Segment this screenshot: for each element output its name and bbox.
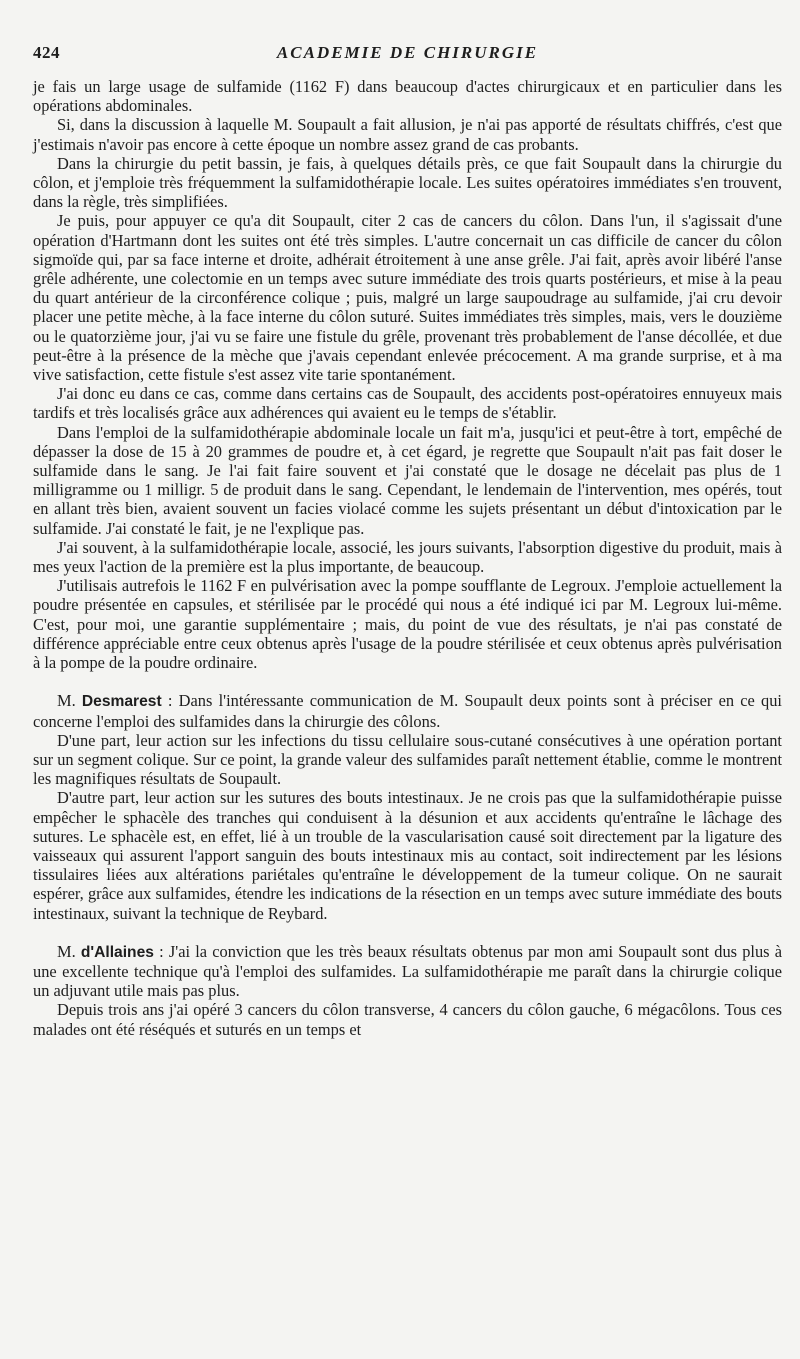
- article-body: [33, 77, 782, 1039]
- page-number: 424: [33, 43, 60, 62]
- speaker-intro: : Dans l'intéressante communication de M. Soupault deux points sont à préciser en ce qui concerne l'emploi des sulfamides dans la chirurgie des côlons.: [33, 691, 782, 731]
- paragraph: D'autre part, leur action sur les sutures des bouts intestinaux. Je ne crois pas que la sulfamidothérapie puisse empêcher le sphacèle des tranches qui conduisent à la désunion et aux accidents qu'entraîne le lâchage des sutures. Le sphacèle est, en effet, lié à un trouble de la vascularisation causé soit directement par la ligature des vaisseaux qui assurent l'apport sanguin des bouts intestinaux mis au contact, soit indirectement par les lésions tissulaires liées aux altérations pariétales qu'entraîne le développement de la tumeur colique. On ne saurait espérer, grâce aux sulfamides, étendre les indications de la résection en un temps avec suture immédiate des bouts intestinaux, suivant la technique de Reybard.: [33, 788, 782, 923]
- speaker-intro: : J'ai la conviction que les très beaux résultats obtenus par mon ami Soupault sont dus plus à une excellente technique qu'à l'emploi des sulfamides. La sulfamidothérapie me paraît dans la chirurgie colique un adjuvant utile mais pas plus.: [33, 941, 782, 1001]
- paragraph: Depuis trois ans j'ai opéré 3 cancers du côlon transverse, 4 cancers du côlon gauche, 6 mégacôlons. Tous ces malades ont été réséqués et suturés en un temps et: [33, 1000, 782, 1039]
- paragraph: Dans l'emploi de la sulfamidothérapie abdominale locale un fait m'a, jusqu'ici et peut-être à tort, empêché de dépasser la dose de 15 à 20 grammes de poudre et, à cet égard, je regrette que Soupault n'ait pas fait doser le sulfamide dans le sang. Je l'ai fait faire souvent et j'ai constaté que le dosage ne décelait pas plus de 1 milligramme ou 1 milligr. 5 de produit dans le sang. Cependant, le lendemain de l'intervention, mes opérés, tout en allant très bien, avaient souvent un facies violacé comme les sujets présentant un début d'intoxication par le sulfamide. J'ai constaté le fait, je ne l'explique pas.: [33, 422, 782, 538]
- running-title: ACADEMIE DE CHIRURGIE: [276, 43, 539, 62]
- page-header: [33, 43, 782, 67]
- paragraph: je fais un large usage de sulfamide (1162 F) dans beaucoup d'actes chirurgicaux et en particulier dans les opérations abdominales.: [33, 77, 782, 116]
- speaker-name: d'Allaines: [80, 943, 154, 961]
- paragraph: Dans la chirurgie du petit bassin, je fais, à quelques détails près, ce que fait Soupault dans la chirurgie du côlon, et j'emploie très fréquemment la sulfamidothérapie locale. Les suites opératoires immédiates s'en trouvent, dans la règle, très simplifiées.: [33, 153, 782, 212]
- desmarest-intervention: [33, 691, 782, 730]
- paragraph: Je puis, pour appuyer ce qu'a dit Soupault, citer 2 cas de cancers du côlon. Dans l'un, il s'agissait d'une opération d'Hartmann dont les suites ont été très simples. L'autre concernait un cas difficile de cancer du côlon sigmoïde qui, par sa face interne et droite, adhérait étroitement à une anse grêle. J'ai fait, après avoir libéré l'anse grêle adhérente, une colectomie en un temps avec suture immédiate des trois quarts postérieurs, et mise à la peau du quart antérieur de la circonférence colique ; puis, malgré un large saupoudrage au sulfamide, j'ai cru devoir placer une petite mèche, à la face interne du côlon suturé. Suites immédiates très simples, mais, vers le douzième ou le quatorzième jour, j'ai vu se faire une fistule du grêle, provenant très probablement de l'anse décollée, et due peut-être à la présence de la mèche que j'avais cependant enlevée précocement. A ma grande surprise, et à ma vive satisfaction, cette fistule s'est assez vite tarie spontanément.: [33, 211, 782, 385]
- paragraph: Si, dans la discussion à laquelle M. Soupault a fait allusion, je n'ai pas apporté de résultats chiffrés, c'est que j'estimais n'avoir pas encore à cette époque un nombre assez grand de cas probants.: [33, 115, 782, 154]
- speaker-prefix: M.: [57, 691, 82, 711]
- paragraph: J'ai souvent, à la sulfamidothérapie locale, associé, les jours suivants, l'absorption digestive du produit, mais à mes yeux l'action de la première est la plus importante, de beaucoup.: [33, 537, 782, 577]
- speaker-prefix: M.: [57, 941, 81, 961]
- speaker-name: Desmarest: [81, 693, 162, 711]
- paragraph: J'utilisais autrefois le 1162 F en pulvérisation avec la pompe soufflante de Legroux. J'emploie actuellement la poudre présentée en capsules, et stérilisée par le procédé qui nous a été indiqué ici par M. Legroux lui-même. C'est, pour moi, une garantie supplémentaire ; mais, du point de vue des résultats, je n'ai pas constaté de différence appréciable entre ceux obtenus après l'usage de la poudre stérilisée et ceux obtenus après pulvérisation à la pompe de la poudre ordinaire.: [33, 576, 782, 673]
- paragraph: D'une part, leur action sur les infections du tissu cellulaire sous-cutané consécutives à une opération portant sur un segment colique. Sur ce point, la grande valeur des sulfamides paraît nettement établie, comme le montrent les magnifiques résultats de Soupault.: [33, 730, 782, 789]
- paragraph: J'ai donc eu dans ce cas, comme dans certains cas de Soupault, des accidents post-opératoires ennuyeux mais tardifs et très localisés grâce aux adhérences qui avaient eu le temps de s'établir.: [33, 384, 782, 423]
- dallaines-intervention: [33, 942, 782, 1001]
